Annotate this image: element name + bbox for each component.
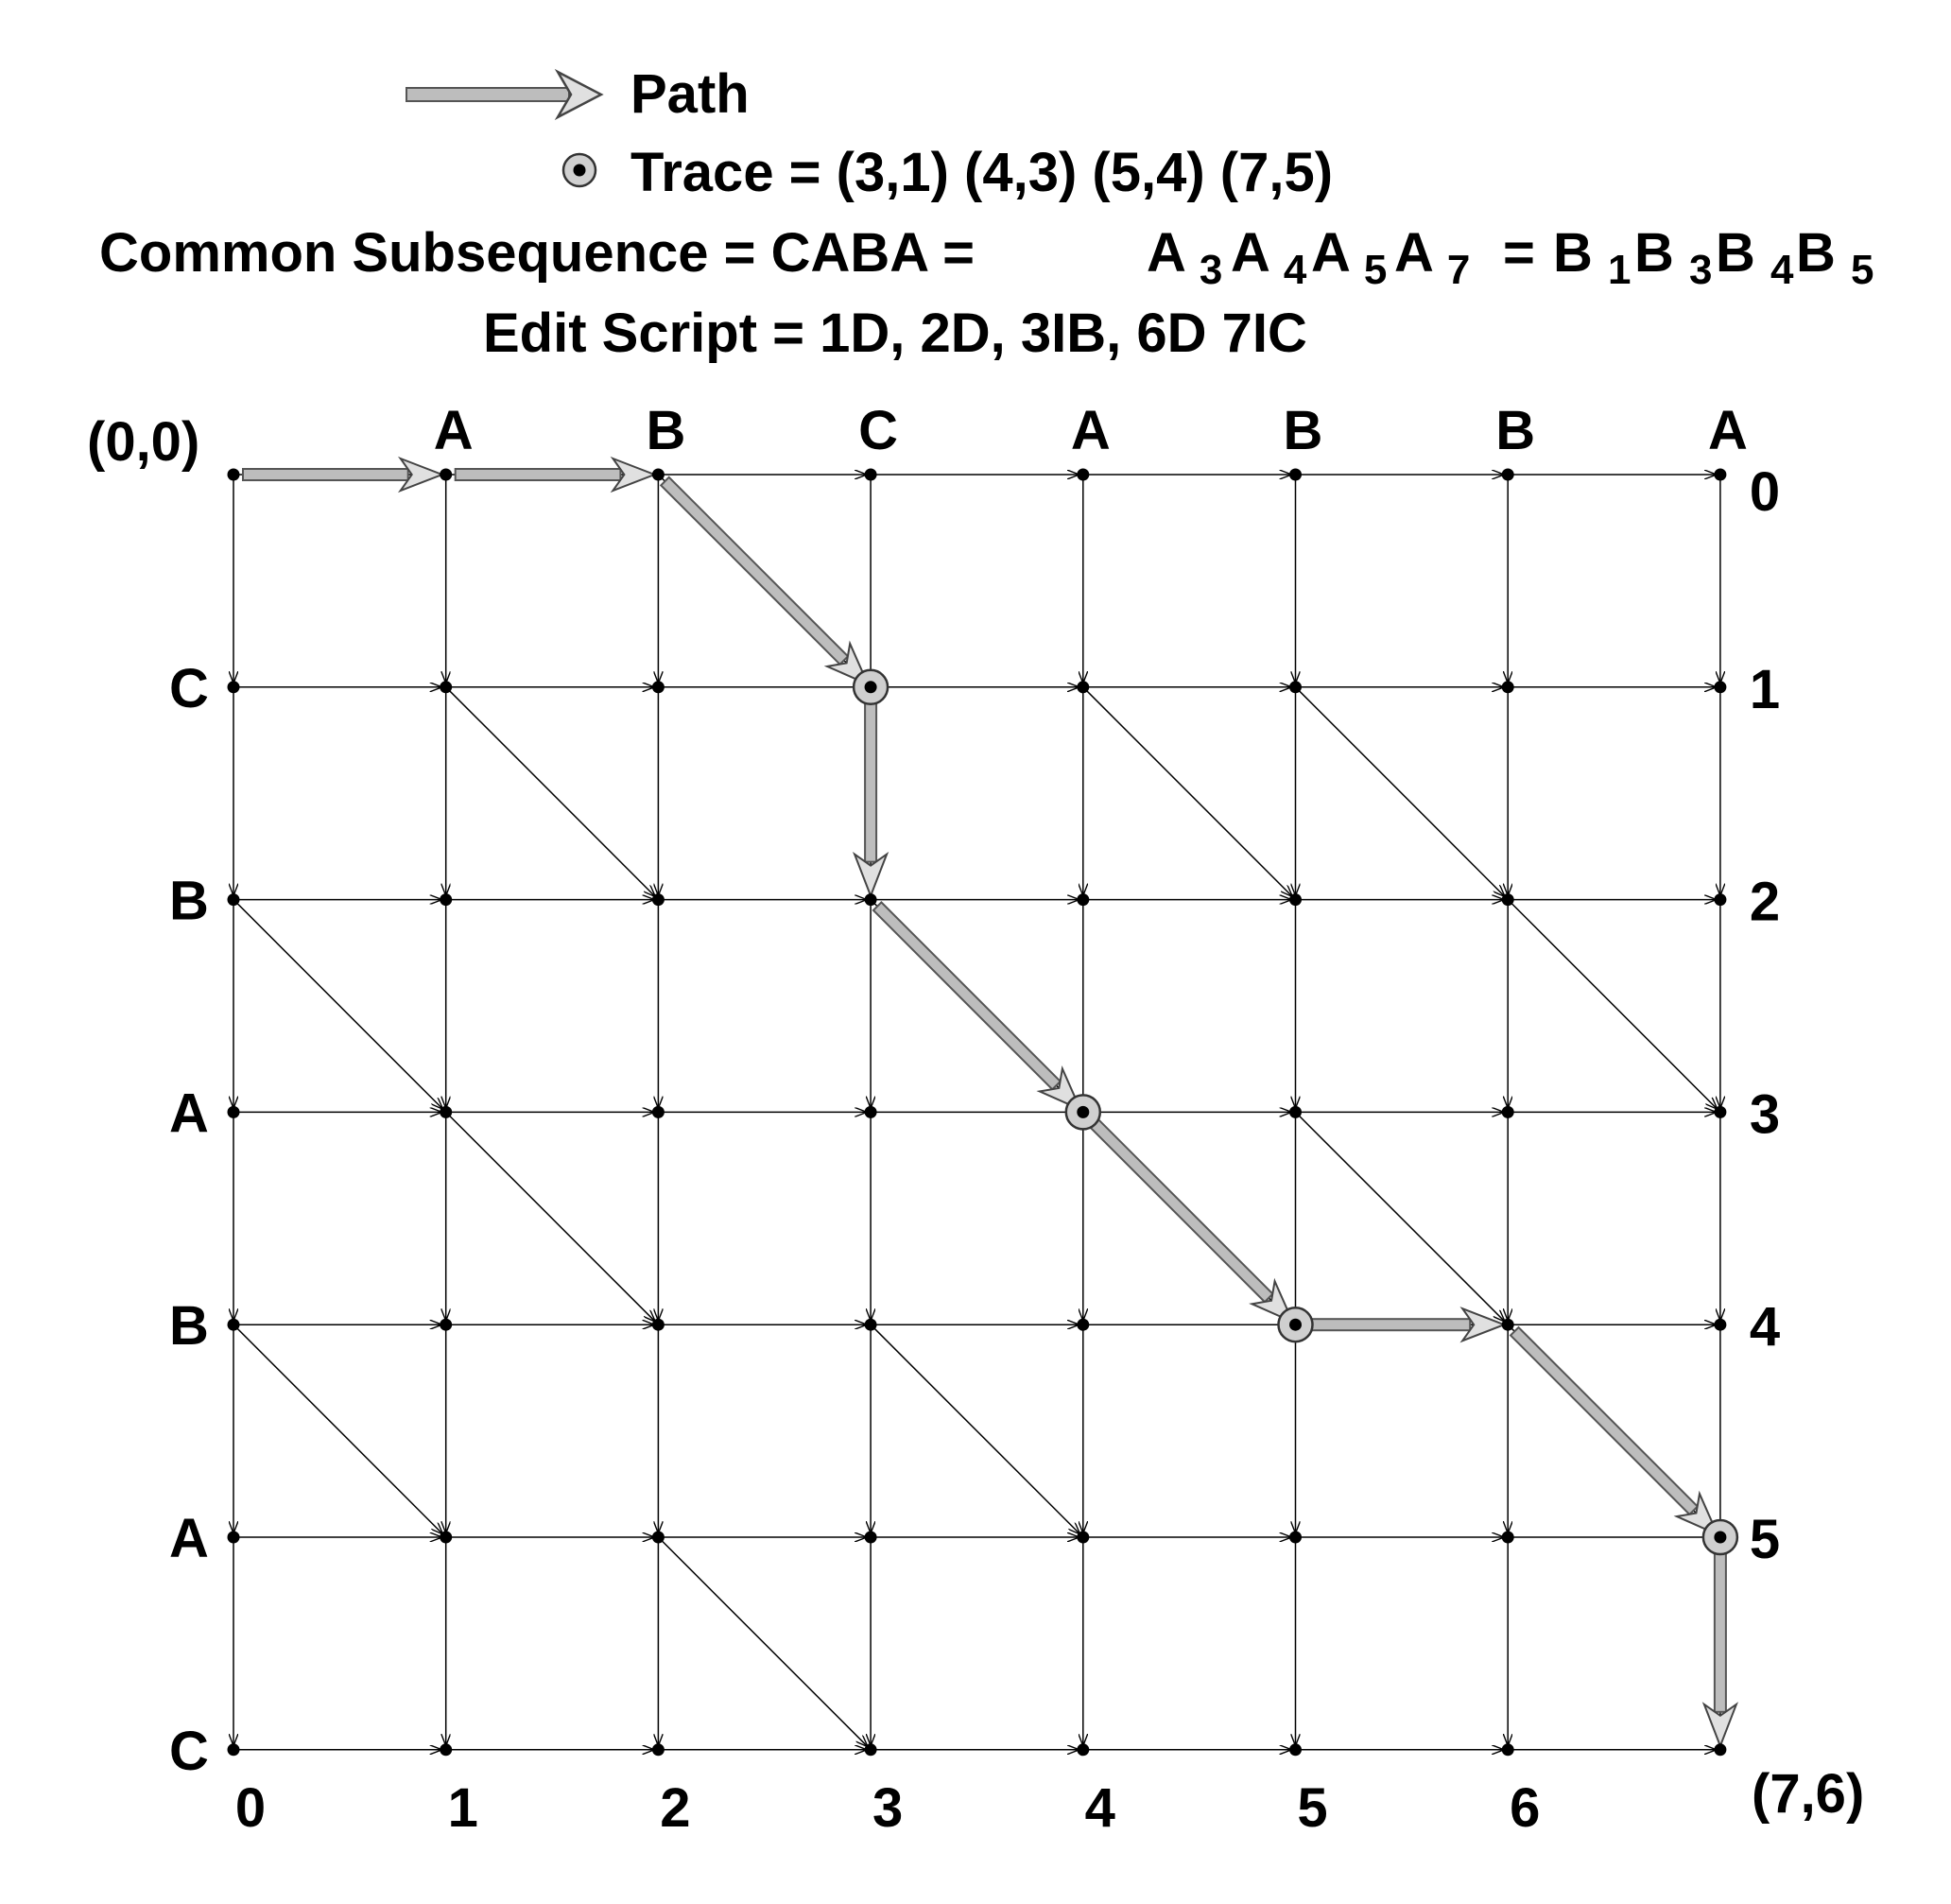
grid-node [440,1532,452,1544]
grid-node [865,469,877,481]
grid-node [1502,1319,1514,1331]
grid-node [1502,1743,1514,1756]
x-axis-tick: 1 [447,1777,478,1839]
grid-edges [233,475,1720,1750]
graph-labels [87,400,1864,1839]
diagonal-match-edge [1296,687,1506,897]
lcs-a-item: A [1394,222,1432,284]
y-axis-tick: 3 [1749,1083,1781,1146]
diagonal-match-edge [233,900,443,1110]
grid-node [1714,1319,1726,1331]
lcs-a-item: A [1311,222,1349,284]
path-segment-shaft [865,697,876,862]
lcs-equals: = [1503,222,1535,284]
x-axis-tick: 3 [872,1777,904,1839]
sequence-b-letter: B [169,1295,209,1358]
grid-node [1077,681,1089,693]
sequence-b-letter: C [169,1720,209,1782]
grid-node [228,1743,240,1756]
x-axis-tick: 6 [1510,1777,1541,1839]
sequence-b-letter: B [169,870,209,932]
grid-node [228,893,240,906]
path-segment-shaft [243,469,408,480]
path-layer [243,459,1737,1746]
grid-node [440,469,452,481]
sequence-b-letter: A [169,1082,209,1145]
grid-node [652,893,665,906]
path-segment-shaft [1715,1547,1726,1712]
grid-node [652,1319,665,1331]
lcs-a-item: A [1231,222,1269,284]
lcs-a-sub: 3 [1199,247,1223,293]
grid-node [1289,893,1302,906]
y-axis-tick: 0 [1749,461,1781,523]
lcs-prefix: Common Subsequence = CABA = [99,222,991,284]
grid-node [652,1106,665,1118]
sequence-a-letter: B [1283,400,1323,461]
grid-node [440,1106,452,1118]
sequence-a-letter: A [433,400,474,461]
grid-node [1289,1106,1302,1118]
path-segment [855,697,887,896]
grid-node [1077,1319,1089,1331]
grid-node [1714,469,1726,481]
x-axis-tick: 5 [1297,1777,1328,1839]
grid-node [228,681,240,693]
sequence-b-letter: C [169,657,209,719]
grid-node [440,681,452,693]
grid-node [440,893,452,906]
grid-node [228,1319,240,1331]
diagonal-match-edge [446,1112,656,1322]
grid-node [865,1106,877,1118]
lcs-b-sub: 1 [1608,247,1632,293]
legend [406,63,1333,203]
lcs-b-item: B [1553,222,1593,284]
grid-node [1714,681,1726,693]
grid-node [228,469,240,481]
diagonal-match-edge [1296,1112,1506,1322]
lcs-a-item: A [1147,222,1184,284]
grid-node [1289,1743,1302,1756]
diagonal-match-edge [658,1537,868,1747]
sequence-a-letter: A [1707,400,1748,461]
lcs-a-sub: 5 [1363,247,1388,293]
grid-node [1714,893,1726,906]
legend-trace-marker-icon [563,154,596,186]
grid-node [1289,1532,1302,1544]
grid-node [1714,1106,1726,1118]
x-axis-tick: 2 [660,1777,691,1839]
grid-node [1502,1532,1514,1544]
x-axis-tick: 0 [234,1777,267,1839]
sequence-a-letter: C [858,400,899,461]
y-axis-tick: 2 [1749,871,1781,933]
diagonal-match-edge [1083,687,1293,897]
grid-node [1714,1743,1726,1756]
grid-node [1502,1106,1514,1118]
lcs-b-item: B [1796,222,1836,284]
grid-node [865,681,877,693]
legend-path-arrow-icon [406,72,601,117]
diagonal-match-edge [871,1324,1080,1534]
grid-node [1289,469,1302,481]
edit-script-line: Edit Script = 1D, 2D, 3IB, 6D 7IC [483,303,1307,364]
grid-node [652,469,665,481]
lcs-b-sub: 4 [1770,247,1794,293]
sequence-b-letter: A [169,1508,209,1569]
common-subsequence-line [99,222,1874,296]
path-segment [243,459,442,491]
diagonal-match-edge [1508,900,1718,1110]
grid-node [1077,1743,1089,1756]
grid-node [440,1743,452,1756]
legend-trace-label: Trace = (3,1) (4,3) (5,4) (7,5) [630,142,1334,203]
grid-node [865,893,877,906]
y-axis-tick: 5 [1749,1509,1781,1570]
grid-node [865,1319,877,1331]
x-axis-tick: 4 [1084,1777,1115,1839]
legend-path-label: Path [630,63,750,125]
path-segment-shaft [1305,1319,1471,1330]
path-segment [1704,1547,1736,1746]
grid-node [440,1319,452,1331]
grid-node [1502,681,1514,693]
path-segment [1305,1308,1505,1341]
grid-node [652,1532,665,1544]
lcs-b-sub: 5 [1851,247,1874,293]
grid-node [1714,1532,1726,1544]
origin-label: (0,0) [87,411,200,473]
sequence-a-letter: A [1070,400,1111,461]
grid-node [865,1743,877,1756]
lcs-b-item: B [1716,222,1755,284]
lcs-a-sub: 7 [1446,247,1471,293]
end-label: (7,6) [1752,1763,1865,1825]
grid-node [652,1743,665,1756]
sequence-a-letter: B [1495,400,1536,461]
path-segment-shaft [1511,1327,1698,1515]
diagonal-match-edge [446,687,656,897]
lcs-b-sub: 3 [1689,247,1713,293]
grid-node [228,1532,240,1544]
grid-node [1077,469,1089,481]
lcs-b-item: B [1634,222,1674,284]
grid-node [865,1532,877,1544]
path-segment-shaft [1086,1115,1273,1302]
grid-node [1502,469,1514,481]
grid-node [652,681,665,693]
y-axis-tick: 1 [1749,658,1781,720]
y-axis-tick: 4 [1749,1296,1781,1359]
grid-node [1077,893,1089,906]
sequence-a-letter: B [646,400,686,461]
diagonal-match-edge [233,1324,443,1534]
path-segment [456,459,655,491]
grid-node [1289,681,1302,693]
path-segment-shaft [873,902,1061,1089]
path-segment-shaft [456,469,621,480]
grid-node [1502,893,1514,906]
path-segment-shaft [661,477,848,665]
grid-node [1077,1106,1089,1118]
grid-node [228,1106,240,1118]
grid-node [1289,1319,1302,1331]
grid-node [1077,1532,1089,1544]
lcs-a-sub: 4 [1283,247,1307,293]
